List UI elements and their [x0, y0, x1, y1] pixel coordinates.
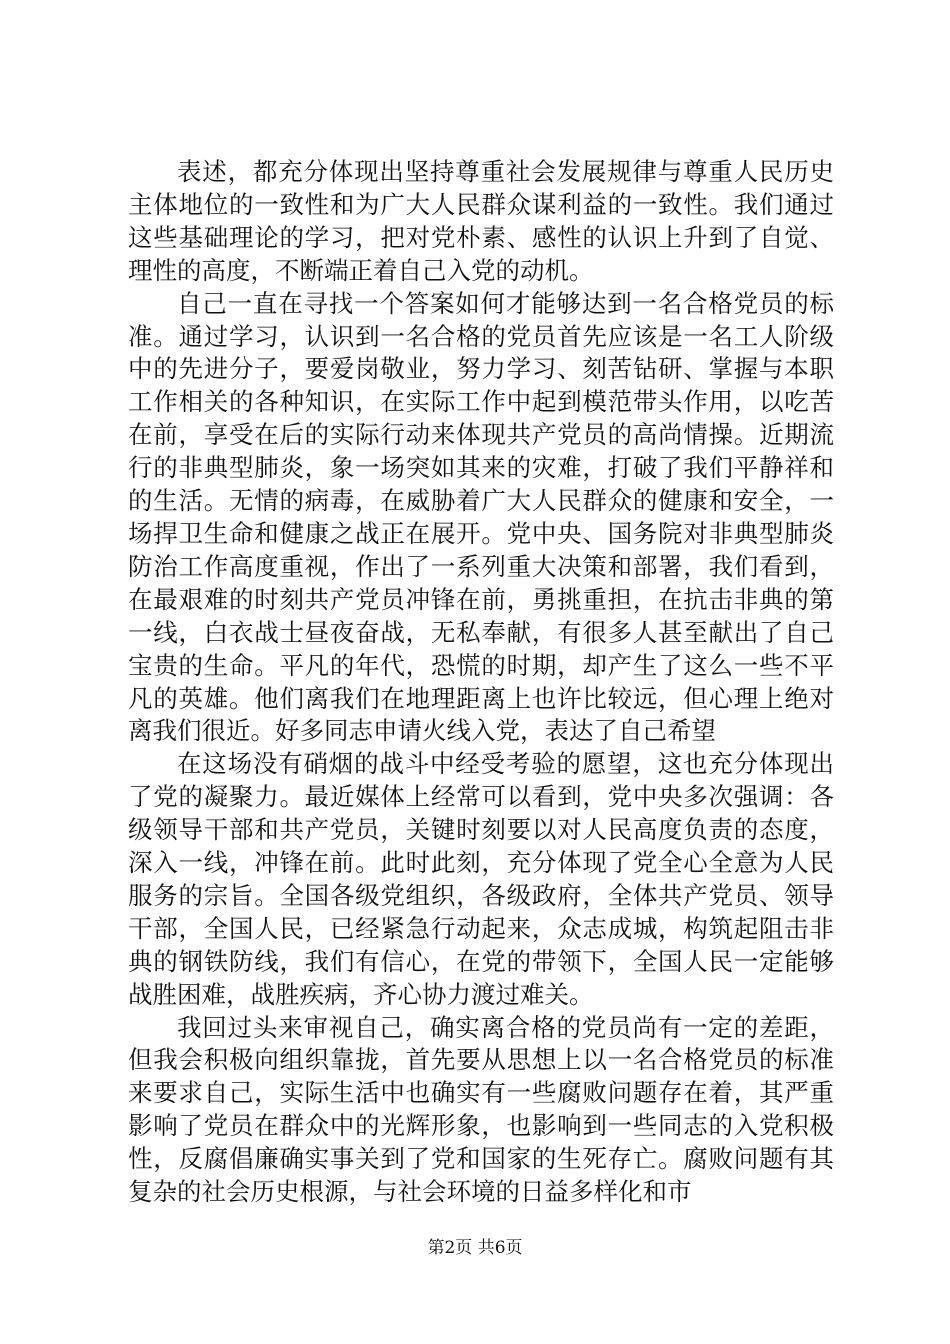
paragraph-2: 自己一直在寻找一个答案如何才能够达到一名合格党员的标准。通过学习，认识到一名合格的党员首先应该是一名工人阶级中的先进分子，要爱岗敬业，努力学习、刻苦钻研、掌握与本职工作相关的各种知识，在实际工作中起到模范带头作用，以吃苦在前，享受在后的实际行动来体现共产党员的高尚情操。近期流行的非典型肺炎，象一场突如其来的灾难，打破了我们平静祥和的生活。无情的病毒，在威胁着广大人民群众的健康和安全，一场捍卫生命和健康之战正在展开。党中央、国务院对非典型肺炎防治工作高度重视，作出了一系列重大决策和部署，我们看到，在最艰难的时刻共产党员冲锋在前，勇挑重担，在抗击非典的第一线，白衣战士昼夜奋战，无私奉献，有很多人甚至献出了自己宝贵的生命。平凡的年代，恐慌的时期，却产生了这么一些不平凡的英雄。他们离我们在地理距离上也许比较远，但心理上绝对离我们很近。好多同志申请火线入党，表达了自己希望	[128, 288, 834, 746]
paragraph-3: 在这场没有硝烟的战斗中经受考验的愿望，这也充分体现出了党的凝聚力。最近媒体上经常可以看到，党中央多次强调：各级领导干部和共产党员，关键时刻要以对人民高度负责的态度，深入一线，冲锋在前。此时此刻，充分体现了党全心全意为人民服务的宗旨。全国各级党组织，各级政府，全体共产党员、领导干部，全国人民，已经紧急行动起来，众志成城，构筑起阻击非典的钢铁防线，我们有信心，在党的带领下，全国人民一定能够战胜困难，战胜疾病，齐心协力渡过难关。	[128, 749, 834, 1009]
document-body	[128, 156, 834, 1209]
paragraph-4: 我回过头来审视自己，确实离合格的党员尚有一定的差距，但我会积极向组织靠拢，首先要从思想上以一名合格党员的标准来要求自己，实际生活中也确实有一些腐败问题存在着，其严重影响了党员在群众中的光辉形象，也影响到一些同志的入党积极性，反腐倡廉确实事关到了党和国家的生死存亡。腐败问题有其复杂的社会历史根源，与社会环境的日益多样化和市	[128, 1012, 834, 1207]
paragraph-1: 表述，都充分体现出坚持尊重社会发展规律与尊重人民历史主体地位的一致性和为广大人民群众谋利益的一致性。我们通过这些基础理论的学习，把对党朴素、感性的认识上升到了自觉、理性的高度，不断端正着自己入党的动机。	[128, 157, 834, 285]
page-number-footer: 第2页 共6页	[427, 1238, 523, 1258]
